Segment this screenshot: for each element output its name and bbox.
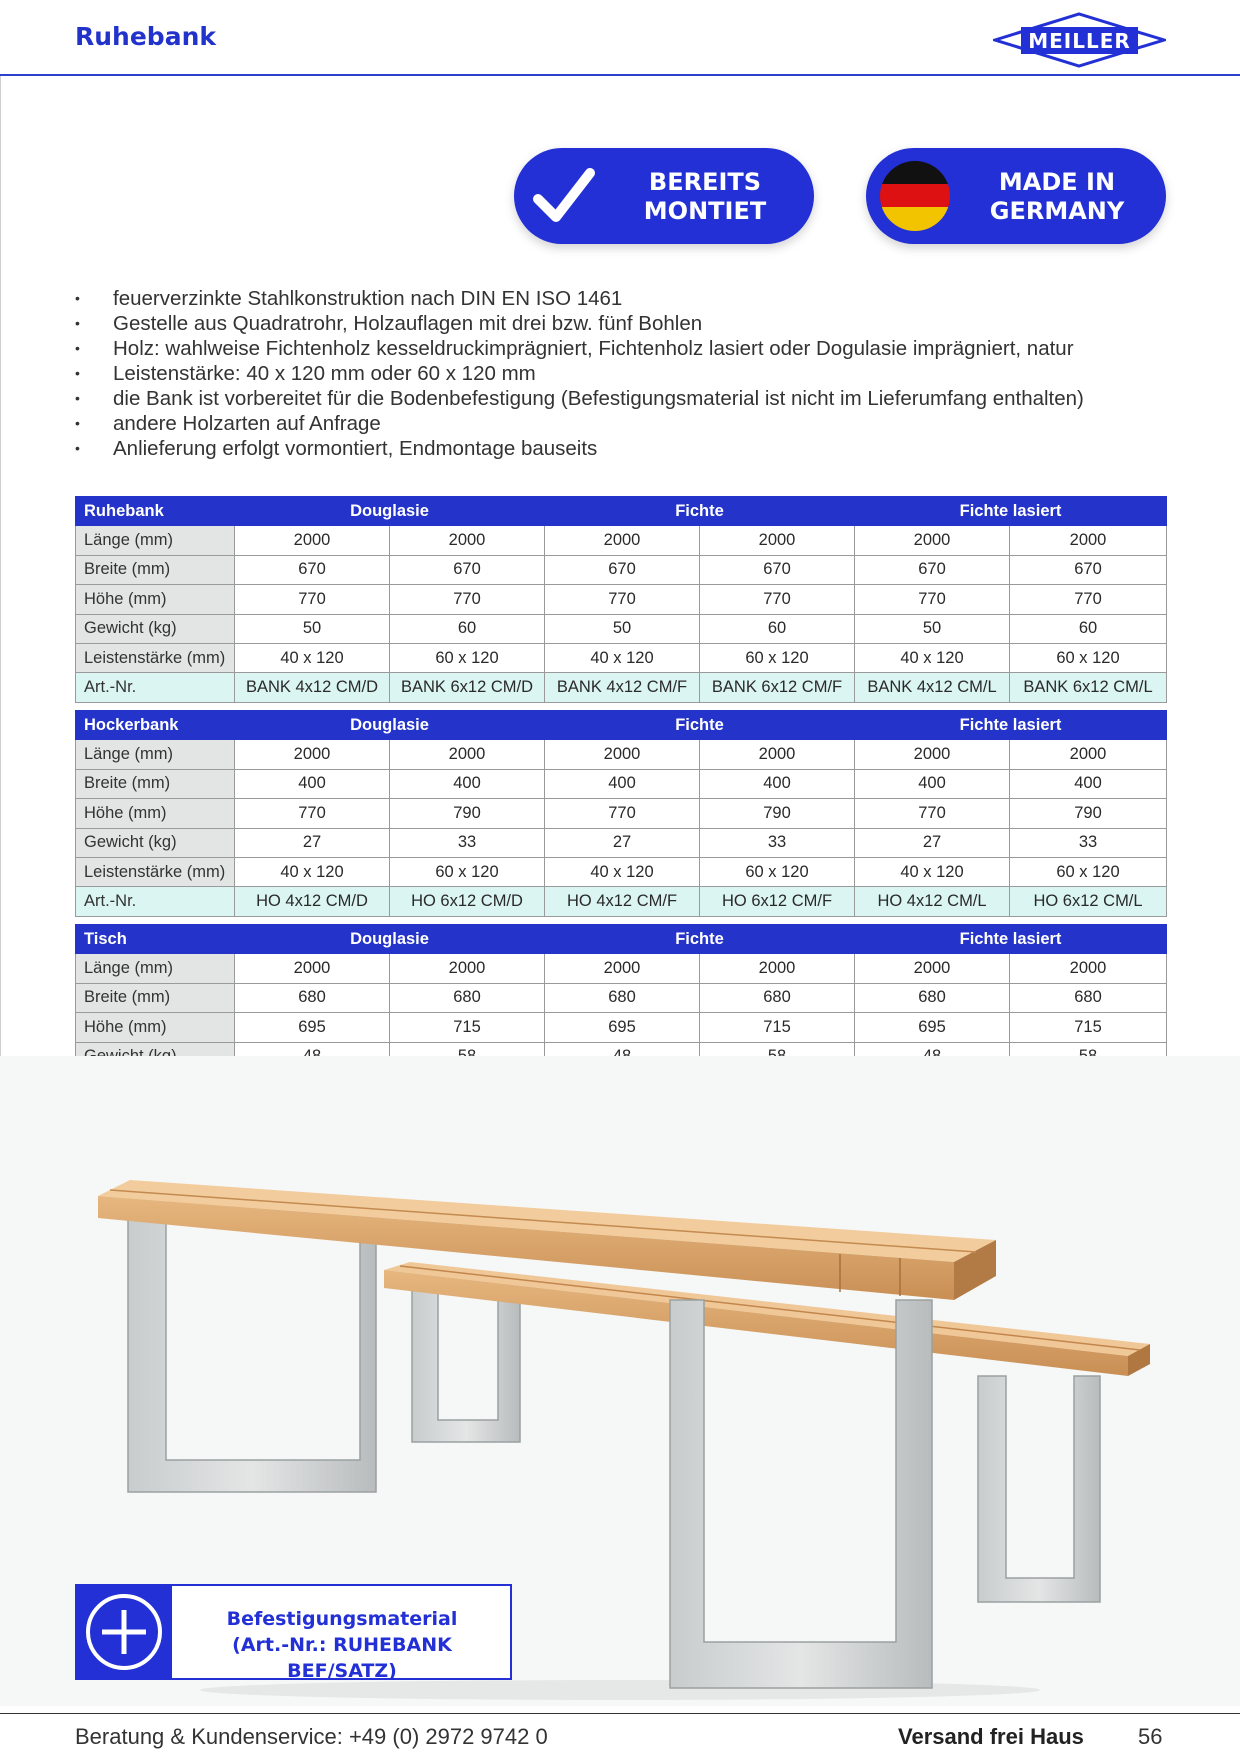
feature-list bbox=[75, 286, 1175, 461]
page-title: Ruhebank bbox=[75, 22, 216, 51]
table-cell: 40 x 120 bbox=[235, 857, 390, 886]
table-cell: 60 bbox=[1010, 614, 1167, 643]
table-cell: 680 bbox=[1010, 983, 1167, 1012]
table-cell: 695 bbox=[545, 1013, 700, 1042]
row-label: Länge (mm) bbox=[76, 740, 235, 769]
table-cell: HO 6x12 CM/D bbox=[390, 887, 545, 916]
feature-item: • Holz: wahlweise Fichtenholz kesseldruckimprägniert, Fichtenholz lasiert oder Dogulasie imprägniert, natur bbox=[75, 336, 1175, 361]
table-cell: 770 bbox=[235, 799, 390, 828]
table-cell: BANK 6x12 CM/F bbox=[700, 673, 855, 702]
feature-item: • andere Holzarten auf Anfrage bbox=[75, 411, 1175, 436]
row-label: Art.-Nr. bbox=[76, 673, 235, 702]
group-header: Douglasie bbox=[235, 925, 545, 954]
table-cell: 2000 bbox=[1010, 526, 1167, 555]
table-row bbox=[76, 954, 1167, 983]
row-label: Breite (mm) bbox=[76, 769, 235, 798]
table-cell: 2000 bbox=[390, 526, 545, 555]
table-cell: 400 bbox=[855, 769, 1010, 798]
table-cell: 680 bbox=[390, 983, 545, 1012]
table-cell: 715 bbox=[390, 1013, 545, 1042]
feature-item: • Gestelle aus Quadratrohr, Holzauflagen mit drei bzw. fünf Bohlen bbox=[75, 311, 1175, 336]
table-cell: 680 bbox=[545, 983, 700, 1012]
table-cell: 2000 bbox=[1010, 954, 1167, 983]
table-cell: 2000 bbox=[700, 526, 855, 555]
row-label: Art.-Nr. bbox=[76, 887, 235, 916]
feature-item: • Leistenstärke: 40 x 120 mm oder 60 x 120 mm bbox=[75, 361, 1175, 386]
table-header-row bbox=[76, 925, 1167, 954]
row-label: Länge (mm) bbox=[76, 526, 235, 555]
feature-item: • Anlieferung erfolgt vormontiert, Endmontage bauseits bbox=[75, 436, 1175, 461]
table-cell: 2000 bbox=[235, 740, 390, 769]
row-label: Höhe (mm) bbox=[76, 1013, 235, 1042]
table-cell: 680 bbox=[700, 983, 855, 1012]
table-cell: 40 x 120 bbox=[855, 643, 1010, 672]
table-cell: 60 x 120 bbox=[700, 857, 855, 886]
row-label: Gewicht (kg) bbox=[76, 828, 235, 857]
table-cell: 695 bbox=[235, 1013, 390, 1042]
table-cell: 2000 bbox=[855, 526, 1010, 555]
table-cell: 40 x 120 bbox=[235, 643, 390, 672]
badge-montiert-line2: MONTIET bbox=[643, 197, 767, 225]
table-row bbox=[76, 769, 1167, 798]
table-cell: 770 bbox=[700, 585, 855, 614]
table-row bbox=[76, 799, 1167, 828]
table-header-row bbox=[76, 497, 1167, 526]
table-cell: 60 x 120 bbox=[1010, 857, 1167, 886]
badge-montiert bbox=[514, 148, 814, 244]
row-label: Länge (mm) bbox=[76, 954, 235, 983]
row-label: Breite (mm) bbox=[76, 555, 235, 584]
table-cell: 27 bbox=[545, 828, 700, 857]
table-cell: 60 bbox=[700, 614, 855, 643]
accessory-box bbox=[75, 1584, 512, 1680]
table-cell: HO 6x12 CM/F bbox=[700, 887, 855, 916]
table-cell: 60 x 120 bbox=[390, 857, 545, 886]
table-row bbox=[76, 643, 1167, 672]
table-cell: 2000 bbox=[545, 740, 700, 769]
table-cell: 2000 bbox=[545, 526, 700, 555]
logo-text: MEILLER bbox=[1028, 29, 1131, 53]
table-cell: 40 x 120 bbox=[545, 643, 700, 672]
table-cell: BANK 6x12 CM/D bbox=[390, 673, 545, 702]
table-cell: 670 bbox=[700, 555, 855, 584]
table-title: Hockerbank bbox=[76, 711, 235, 740]
row-label: Gewicht (kg) bbox=[76, 614, 235, 643]
table-cell: HO 4x12 CM/F bbox=[545, 887, 700, 916]
table-cell: 60 x 120 bbox=[390, 643, 545, 672]
german-flag-icon bbox=[880, 161, 950, 231]
table-cell: 2000 bbox=[855, 740, 1010, 769]
table-row bbox=[76, 740, 1167, 769]
group-header: Fichte bbox=[545, 925, 855, 954]
table-cell: 27 bbox=[855, 828, 1010, 857]
table-cell: 60 x 120 bbox=[700, 643, 855, 672]
plus-circle-icon bbox=[77, 1586, 172, 1678]
table-cell: BANK 4x12 CM/L bbox=[855, 673, 1010, 702]
badge-germany-line2: GERMANY bbox=[989, 197, 1125, 225]
table-cell: 790 bbox=[1010, 799, 1167, 828]
table-cell: 670 bbox=[390, 555, 545, 584]
badge-montiert-line1: BEREITS bbox=[648, 168, 762, 196]
table-cell: 40 x 120 bbox=[545, 857, 700, 886]
group-header: Fichte bbox=[545, 497, 855, 526]
group-header: Douglasie bbox=[235, 497, 545, 526]
meiller-logo bbox=[993, 12, 1166, 68]
table-cell: 2000 bbox=[1010, 740, 1167, 769]
table-cell: 2000 bbox=[390, 740, 545, 769]
row-label: Höhe (mm) bbox=[76, 585, 235, 614]
table-cell: 50 bbox=[545, 614, 700, 643]
table-cell: 2000 bbox=[545, 954, 700, 983]
table-row bbox=[76, 585, 1167, 614]
table-row bbox=[76, 983, 1167, 1012]
group-header: Douglasie bbox=[235, 711, 545, 740]
table-cell: 27 bbox=[235, 828, 390, 857]
feature-item: • feuerverzinkte Stahlkonstruktion nach DIN EN ISO 1461 bbox=[75, 286, 1175, 311]
table-cell: 770 bbox=[235, 585, 390, 614]
table-cell: 400 bbox=[235, 769, 390, 798]
table-cell: 2000 bbox=[235, 526, 390, 555]
table-row bbox=[76, 526, 1167, 555]
table-row-artnr bbox=[76, 673, 1167, 702]
page-number: 56 bbox=[1138, 1724, 1163, 1749]
table-row bbox=[76, 857, 1167, 886]
table-cell: 770 bbox=[855, 799, 1010, 828]
table-row bbox=[76, 1013, 1167, 1042]
table-cell: 60 x 120 bbox=[1010, 643, 1167, 672]
table-cell: 680 bbox=[855, 983, 1010, 1012]
table-cell: 670 bbox=[545, 555, 700, 584]
table-cell: 770 bbox=[390, 585, 545, 614]
checkmark-icon bbox=[528, 161, 598, 231]
footer-service: Beratung & Kundenservice: +49 (0) 2972 9742 0 bbox=[75, 1724, 548, 1749]
table-title: Tisch bbox=[76, 925, 235, 954]
row-label: Leistenstärke (mm) bbox=[76, 857, 235, 886]
badge-germany-line1: MADE IN bbox=[998, 168, 1116, 196]
badge-montiert-text bbox=[610, 168, 800, 226]
table-cell: 33 bbox=[700, 828, 855, 857]
table-cell: 680 bbox=[235, 983, 390, 1012]
table-cell: 40 x 120 bbox=[855, 857, 1010, 886]
spec-table-hockerbank bbox=[75, 710, 1167, 917]
table-cell: HO 6x12 CM/L bbox=[1010, 887, 1167, 916]
table-cell: 715 bbox=[1010, 1013, 1167, 1042]
accessory-icon-box bbox=[77, 1586, 172, 1678]
footer-shipping: Versand frei Haus bbox=[898, 1724, 1084, 1749]
table-row bbox=[76, 828, 1167, 857]
table-cell: BANK 4x12 CM/D bbox=[235, 673, 390, 702]
row-label: Leistenstärke (mm) bbox=[76, 643, 235, 672]
table-cell: 2000 bbox=[700, 740, 855, 769]
table-cell: BANK 6x12 CM/L bbox=[1010, 673, 1167, 702]
table-cell: 400 bbox=[390, 769, 545, 798]
table-cell: 790 bbox=[390, 799, 545, 828]
table-cell: 60 bbox=[390, 614, 545, 643]
table-row bbox=[76, 555, 1167, 584]
page-footer bbox=[0, 1713, 1240, 1754]
table-cell: HO 4x12 CM/L bbox=[855, 887, 1010, 916]
table-cell: 670 bbox=[1010, 555, 1167, 584]
table-cell: 33 bbox=[1010, 828, 1167, 857]
table-header-row bbox=[76, 711, 1167, 740]
table-cell: 400 bbox=[1010, 769, 1167, 798]
row-label: Breite (mm) bbox=[76, 983, 235, 1012]
table-cell: 400 bbox=[700, 769, 855, 798]
margin-rule bbox=[0, 76, 1, 1056]
spec-table-ruhebank bbox=[75, 496, 1167, 703]
accessory-artnr: (Art.-Nr.: RUHEBANK BEF/SATZ) bbox=[232, 1634, 452, 1682]
table-title: Ruhebank bbox=[76, 497, 235, 526]
table-cell: 2000 bbox=[855, 954, 1010, 983]
table-cell: 670 bbox=[855, 555, 1010, 584]
group-header: Fichte lasiert bbox=[855, 711, 1167, 740]
table-cell: 695 bbox=[855, 1013, 1010, 1042]
badge-germany-text bbox=[962, 168, 1152, 226]
table-cell: 2000 bbox=[700, 954, 855, 983]
table-cell: BANK 4x12 CM/F bbox=[545, 673, 700, 702]
table-row bbox=[76, 614, 1167, 643]
feature-item: • die Bank ist vorbereitet für die Bodenbefestigung (Befestigungsmaterial ist nicht im Lieferumfang enthalten) bbox=[75, 386, 1175, 411]
table-cell: 2000 bbox=[390, 954, 545, 983]
accessory-title: Befestigungsmaterial bbox=[226, 1608, 458, 1630]
group-header: Fichte bbox=[545, 711, 855, 740]
table-cell: HO 4x12 CM/D bbox=[235, 887, 390, 916]
table-cell: 2000 bbox=[235, 954, 390, 983]
table-cell: 670 bbox=[235, 555, 390, 584]
table-cell: 400 bbox=[545, 769, 700, 798]
accessory-text bbox=[177, 1606, 507, 1684]
table-cell: 33 bbox=[390, 828, 545, 857]
table-cell: 770 bbox=[545, 585, 700, 614]
badge-germany bbox=[866, 148, 1166, 244]
table-cell: 715 bbox=[700, 1013, 855, 1042]
group-header: Fichte lasiert bbox=[855, 925, 1167, 954]
table-cell: 50 bbox=[855, 614, 1010, 643]
page-header bbox=[0, 0, 1240, 76]
table-cell: 770 bbox=[1010, 585, 1167, 614]
group-header: Fichte lasiert bbox=[855, 497, 1167, 526]
table-cell: 770 bbox=[855, 585, 1010, 614]
table-cell: 770 bbox=[545, 799, 700, 828]
table-cell: 50 bbox=[235, 614, 390, 643]
table-row-artnr bbox=[76, 887, 1167, 916]
row-label: Höhe (mm) bbox=[76, 799, 235, 828]
table-cell: 790 bbox=[700, 799, 855, 828]
